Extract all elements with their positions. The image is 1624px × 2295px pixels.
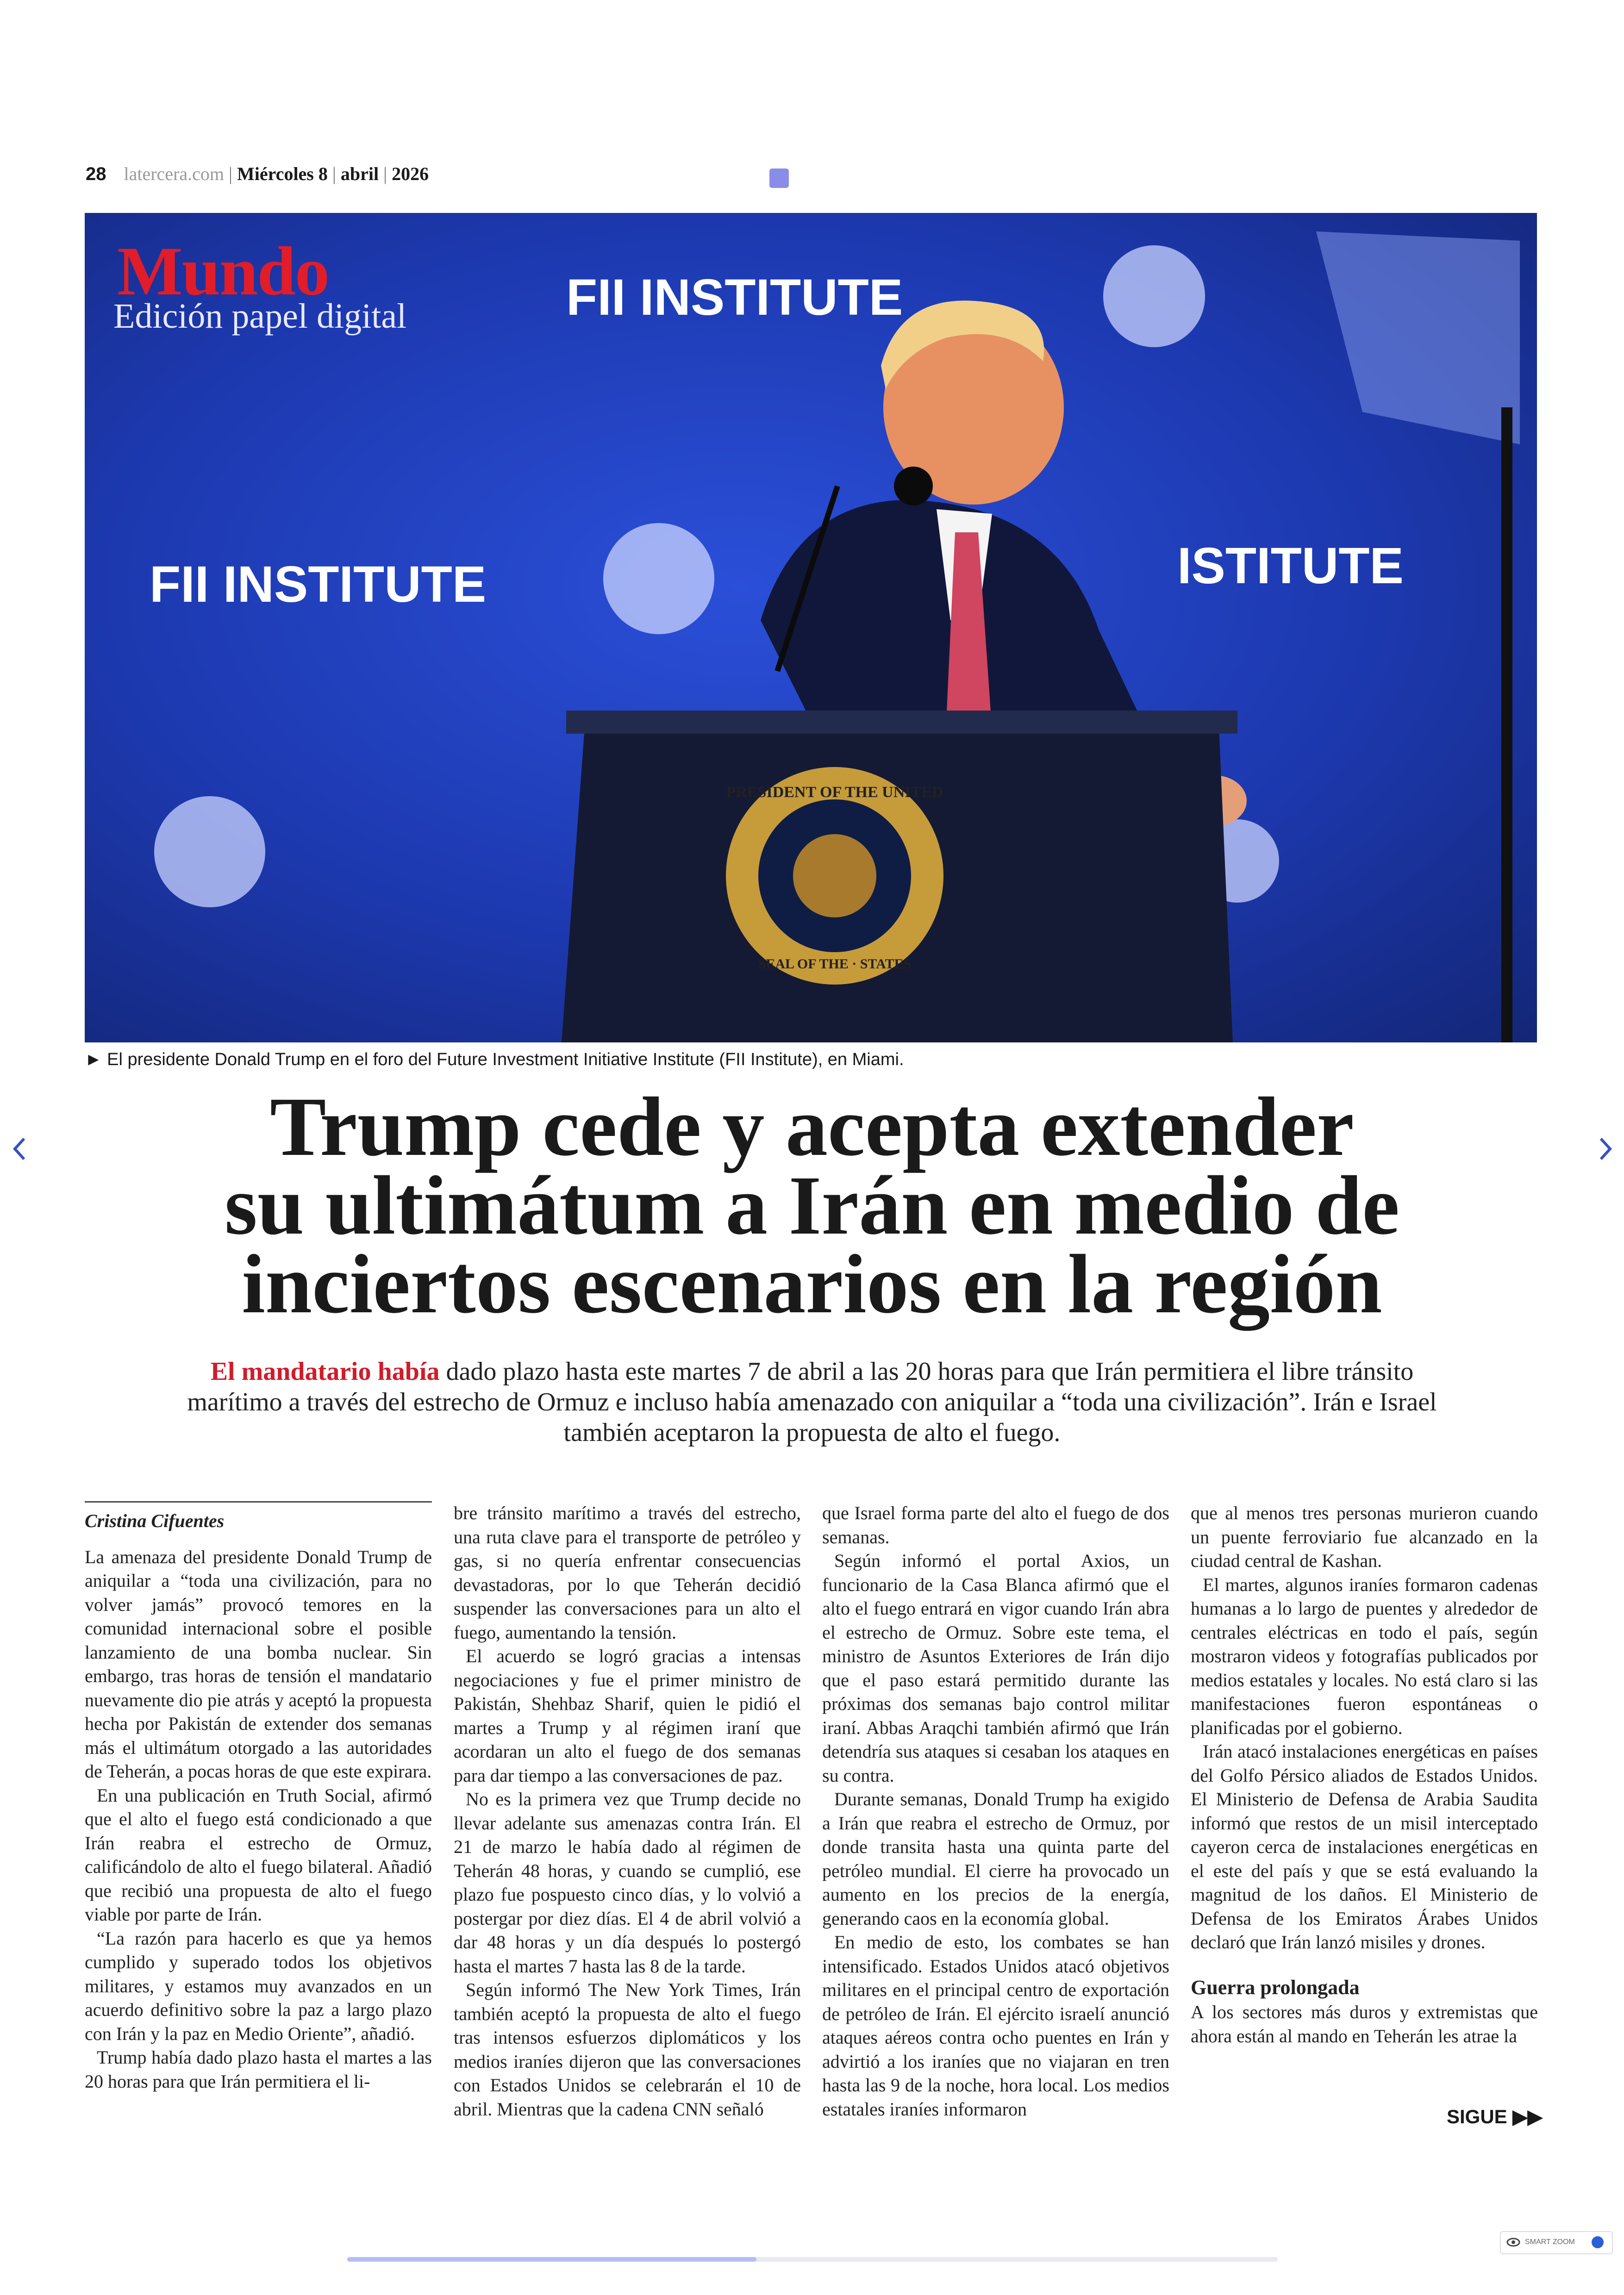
- lead-photo: [85, 213, 1537, 1042]
- banner-text-left: FII INSTITUTE: [150, 556, 487, 613]
- paragraph: que al menos tres personas murieron cuando un puente ferroviario fue alcanzado en la ciudad central de Kashan.: [1191, 1503, 1538, 1571]
- smart-zoom-button[interactable]: [1500, 2231, 1613, 2254]
- smart-zoom-label: SMART ZOOM: [1525, 2238, 1575, 2246]
- paragraph: En una publicación en Truth Social, afirmó que el alto el fuego está condicionado a que Irán reabra el estrecho de Ormuz, calificándolo de alto el fuego bilateral. Añadió que recibió una propuesta de alto el fuego viable por parte de Irán.: [85, 1784, 432, 1925]
- page-header: 28 latercera.com | Miércoles 8 | abril | 2026: [86, 163, 429, 184]
- section-subtitle: Edición papel digital: [113, 297, 407, 336]
- subhead: Guerra prolongada: [1191, 1976, 1360, 1999]
- paragraph: Según informó el portal Axios, un funcionario de la Casa Blanca afirmó que el alto el fuego entrará en vigor cuando Irán abra el estrecho de Ormuz. Sobre este tema, el ministro de Asuntos Exteriores de Irán dijo que el paso estará permitido durante las próximas dos semanas bajo control militar iraní. Abbas Araqchi también afirmó que Irán detendría sus ataques si cesaban los ataques en su contra.: [822, 1550, 1169, 1786]
- eye-icon: [1506, 2237, 1520, 2248]
- paragraph: La amenaza del presidente Donald Trump de aniquilar a “toda una civilización, para no volver jamás” provocó temores en la comunidad internacional sobre el posible lanzamiento de una bomba nuclear. Sin embargo, tras horas de tensión el mandatario nuevamente dio pie atrás y aceptó la propuesta hecha por Pakistán de extender dos semanas más el ultimátum otorgado a las autoridades de Teherán, a pocas horas de que este expirara.: [85, 1546, 432, 1782]
- article-column-3: [822, 1501, 1169, 2121]
- article-column-4: [1191, 1501, 1538, 2048]
- headline-line-3: inciertos escenarios en la región: [242, 1238, 1382, 1331]
- page-number: 28: [86, 164, 106, 184]
- paragraph: Trump había dado plazo hasta el martes a las 20 horas para que Irán permitiera el li-: [85, 2047, 432, 2092]
- page-scroll-thumb[interactable]: [347, 2257, 756, 2262]
- paragraph: El martes, algunos iraníes formaron cadenas humanas a lo largo de puentes y alrededor de centrales eléctricas en todo el país, según mostraron videos y fotografías publicados por medios estatales y locales. No está claro si las manifestaciones fueron espontáneas o planificadas por el gobierno.: [1191, 1574, 1538, 1738]
- chevron-right-icon[interactable]: [1596, 1135, 1615, 1163]
- article-column-1: [85, 1501, 432, 2093]
- paragraph: bre tránsito marítimo a través del estrecho, una ruta clave para el transporte de petróleo y gas, si no quería enfrentar consecuencias devastadoras, por lo que Teherán decidió suspender las conversaciones para un alto el fuego, aumentando la tensión.: [454, 1503, 801, 1643]
- dek-kicker: El mandatario había: [210, 1357, 440, 1386]
- banner-text-right: ISTITUTE: [1177, 537, 1404, 594]
- site-name: latercera.com: [124, 163, 225, 184]
- chevron-left-icon[interactable]: [10, 1135, 29, 1163]
- continue-link[interactable]: SIGUE ▶▶: [1447, 2106, 1543, 2127]
- paragraph: En medio de esto, los combates se han intensificado. Estados Unidos atacó objetivos militares en el principal centro de exportación de petróleo de Irán. El ejército israelí anunció ataques aéreos contra ocho puentes en Irán y advirtió a los iraníes que no viajaran en tren hasta las 9 de la noche, hora local. Los medios estatales iraníes informaron: [822, 1932, 1169, 2120]
- banner-text-top: FII INSTITUTE: [566, 269, 903, 326]
- photo-scene: [85, 213, 1537, 1042]
- paragraph: que Israel forma parte del alto el fuego de dos semanas.: [822, 1503, 1169, 1547]
- paragraph: “La razón para hacerlo es que ya hemos cumplido y superado todos los objetivos militares, y estamos muy avanzados en un acuerdo definitivo sobre la paz a largo plazo con Irán y la paz en Medio Oriente”, añadió.: [85, 1927, 432, 2044]
- headline-line-2: su ultimátum a Irán en medio de: [224, 1159, 1400, 1252]
- date-day: Miércoles 8: [237, 163, 328, 184]
- menu-icon[interactable]: [769, 168, 789, 188]
- photo-caption: ► El presidente Donald Trump en el foro del Future Investment Initiative Institute (FII Institute), en Miami.: [85, 1050, 904, 1069]
- byline: Cristina Cifuentes: [85, 1501, 432, 1533]
- article-column-2: [454, 1501, 801, 2121]
- paragraph: Según informó The New York Times, Irán también aceptó la propuesta de alto el fuego tras intensos esfuerzos diplomáticos y los medios iraníes dijeron que las conversaciones con Estados Unidos se celebrarán el 10 de abril. Mientras que la cadena CNN señaló: [454, 1979, 801, 2120]
- date-year: 2026: [392, 163, 429, 184]
- info-icon: [1592, 2236, 1604, 2248]
- section-title: Mundo: [117, 233, 329, 310]
- paragraph: Irán atacó instalaciones energéticas en países del Golfo Pérsico aliados de Estados Unidos. El Ministerio de Defensa de Arabia Saudita informó que restos de un misil interceptado cayeron cerca de instalaciones energéticas en el este del país y que se está evaluando la magnitud de los daños. El Ministerio de Defensa de los Emiratos Árabes Unidos declaró que Irán lanzó misiles y drones.: [1191, 1741, 1538, 1952]
- seal-text-bottom: SEAL OF THE · STATES: [758, 956, 912, 972]
- paragraph: A los sectores más duros y extremistas que ahora están al mando en Teherán les atrae la: [1191, 2002, 1538, 2046]
- dek: [185, 1356, 1439, 1448]
- headline: [93, 1080, 1531, 1331]
- paragraph: El acuerdo se logró gracias a intensas negociaciones y fue el primer ministro de Pakistán, Shehbaz Sharif, quien le pidió el martes a Trump y al régimen iraní que acordaran un alto el fuego de dos semanas para dar tiempo a las conversaciones de paz.: [454, 1646, 801, 1786]
- date-month: abril: [340, 163, 379, 184]
- dek-text: dado plazo hasta este martes 7 de abril a las 20 horas para que Irán permitiera el libre tránsito marítimo a través del estrecho de Ormuz e incluso había amenazado con aniquilar a “toda una civilización”. Irán e Israel también aceptaron la propuesta de alto el fuego.: [187, 1357, 1437, 1447]
- headline-line-1: Trump cede y acepta extender: [270, 1080, 1354, 1173]
- seal-text-top: PRESIDENT OF THE UNITED: [726, 784, 943, 801]
- paragraph: No es la primera vez que Trump decide no llevar adelante sus amenazas contra Irán. El 21 de marzo le había dado al régimen de Teherán 48 horas, y cuando se cumplió, ese plazo fue pospuesto cinco días, y lo volvió a postergar por diez días. El 4 de abril volvió a dar 48 horas y un día después lo postergó hasta el martes 7 hasta las 8 de la tarde.: [454, 1789, 801, 1977]
- paragraph: Durante semanas, Donald Trump ha exigido a Irán que reabra el estrecho de Ormuz, por donde transita hasta una quinta parte del petróleo mundial. El cierre ha provocado un aumento en los precios de la energía, generando caos en la economía global.: [822, 1789, 1169, 1929]
